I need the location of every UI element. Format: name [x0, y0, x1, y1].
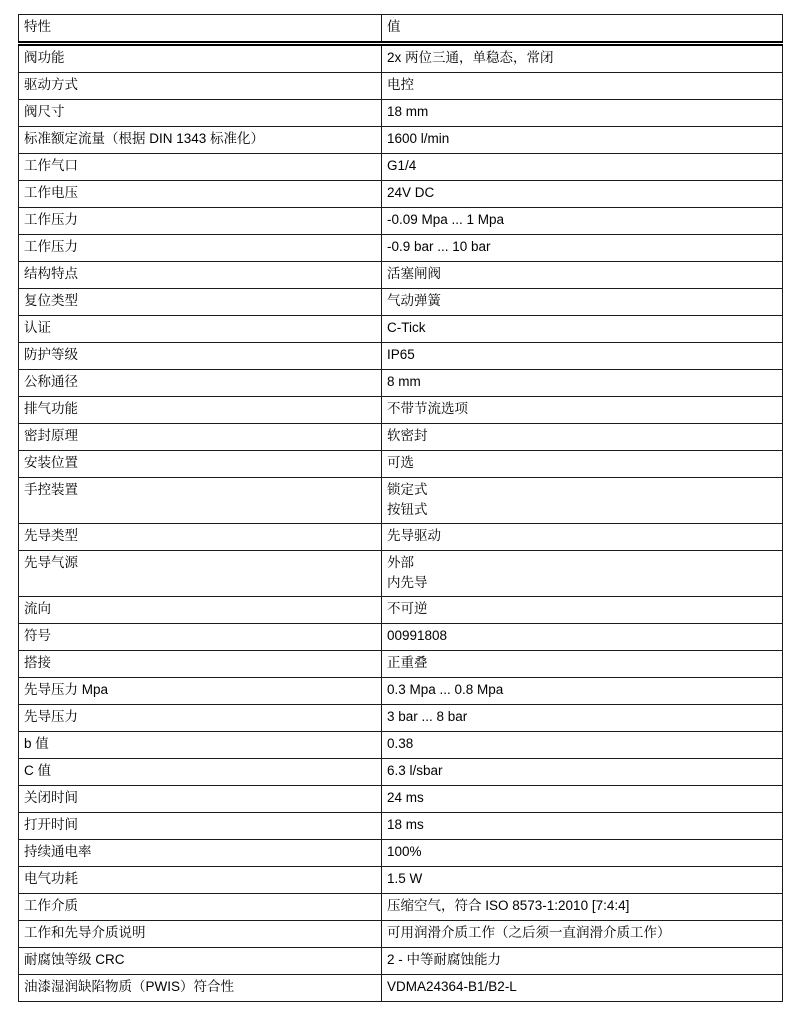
spec-value-line: 1.5 W — [387, 871, 423, 886]
spec-value-line: -0.09 Mpa ... 1 Mpa — [387, 212, 505, 227]
spec-value — [382, 705, 783, 732]
spec-label: 搭接 — [19, 651, 382, 678]
spec-label: 复位类型 — [19, 289, 382, 316]
spec-value-line: VDMA24364-B1/B2-L — [387, 979, 517, 994]
spec-table — [18, 14, 783, 1002]
table-row — [19, 921, 783, 948]
table-row — [19, 370, 783, 397]
table-row — [19, 705, 783, 732]
table-row — [19, 127, 783, 154]
spec-label: 工作压力 — [19, 235, 382, 262]
spec-label: 工作介质 — [19, 894, 382, 921]
spec-value-line: G1/4 — [387, 158, 417, 173]
spec-label: 符号 — [19, 624, 382, 651]
table-row — [19, 235, 783, 262]
spec-value — [382, 316, 783, 343]
spec-value — [382, 651, 783, 678]
spec-value — [382, 397, 783, 424]
spec-value-line: 6.3 l/sbar — [387, 763, 443, 778]
spec-label: 先导类型 — [19, 524, 382, 551]
spec-value-line: 不带节流选项 — [387, 401, 468, 416]
spec-value-line: 0.38 — [387, 736, 414, 751]
header-cell-value: 值 — [382, 15, 783, 44]
table-row — [19, 840, 783, 867]
spec-value — [382, 597, 783, 624]
spec-value-line: 不可逆 — [387, 601, 428, 616]
spec-value — [382, 786, 783, 813]
table-row — [19, 975, 783, 1002]
spec-label: 持续通电率 — [19, 840, 382, 867]
spec-label: 标准额定流量（根据 DIN 1343 标准化） — [19, 127, 382, 154]
spec-label: 关闭时间 — [19, 786, 382, 813]
table-row — [19, 867, 783, 894]
spec-value — [382, 343, 783, 370]
spec-label: 安装位置 — [19, 451, 382, 478]
spec-value-line: 3 bar ... 8 bar — [387, 709, 468, 724]
spec-label: 流向 — [19, 597, 382, 624]
spec-value — [382, 948, 783, 975]
spec-value-line: 活塞闸阀 — [387, 266, 441, 281]
table-row — [19, 894, 783, 921]
spec-value-line: 锁定式 — [387, 482, 428, 497]
table-row — [19, 551, 783, 597]
table-row — [19, 343, 783, 370]
spec-value-line: 8 mm — [387, 374, 421, 389]
spec-label: 排气功能 — [19, 397, 382, 424]
spec-value — [382, 44, 783, 73]
table-row — [19, 524, 783, 551]
table-row — [19, 478, 783, 524]
spec-value — [382, 894, 783, 921]
table-row — [19, 786, 783, 813]
spec-value-line: 外部 — [387, 555, 414, 570]
header-cell-characteristic: 特性 — [19, 15, 382, 44]
table-row — [19, 208, 783, 235]
spec-value-line: 24V DC — [387, 185, 435, 200]
table-row — [19, 44, 783, 73]
table-body — [19, 44, 783, 1002]
spec-value — [382, 867, 783, 894]
spec-value-line: 按钮式 — [387, 502, 428, 517]
spec-label: 油漆湿润缺陷物质（PWIS）符合性 — [19, 975, 382, 1002]
spec-label: 阀功能 — [19, 44, 382, 73]
spec-label: 工作和先导介质说明 — [19, 921, 382, 948]
spec-value-line: 18 mm — [387, 104, 429, 119]
spec-value — [382, 840, 783, 867]
spec-label: 手控装置 — [19, 478, 382, 524]
table-row — [19, 289, 783, 316]
header-row — [19, 15, 783, 44]
spec-value-line: 18 ms — [387, 817, 424, 832]
spec-value — [382, 451, 783, 478]
table-row — [19, 424, 783, 451]
table-row — [19, 262, 783, 289]
table-row — [19, 597, 783, 624]
spec-value-line: 1600 l/min — [387, 131, 450, 146]
spec-value — [382, 73, 783, 100]
spec-label: 工作压力 — [19, 208, 382, 235]
spec-value-line: -0.9 bar ... 10 bar — [387, 239, 491, 254]
spec-label: 密封原理 — [19, 424, 382, 451]
spec-label: 电气功耗 — [19, 867, 382, 894]
spec-value — [382, 262, 783, 289]
table-row — [19, 759, 783, 786]
spec-value — [382, 154, 783, 181]
spec-label: 阀尺寸 — [19, 100, 382, 127]
spec-value — [382, 424, 783, 451]
spec-value-line: 正重叠 — [387, 655, 428, 670]
spec-label: 工作电压 — [19, 181, 382, 208]
spec-value — [382, 921, 783, 948]
spec-value-line: C-Tick — [387, 320, 426, 335]
table-header — [19, 15, 783, 44]
table-row — [19, 624, 783, 651]
table-row — [19, 154, 783, 181]
spec-value — [382, 732, 783, 759]
spec-label: 先导压力 Mpa — [19, 678, 382, 705]
spec-value-line: 100% — [387, 844, 422, 859]
spec-value — [382, 235, 783, 262]
spec-value-line: 24 ms — [387, 790, 424, 805]
spec-value — [382, 759, 783, 786]
spec-value-line: 00991808 — [387, 628, 448, 643]
table-row — [19, 451, 783, 478]
spec-value — [382, 289, 783, 316]
spec-label: 耐腐蚀等级 CRC — [19, 948, 382, 975]
spec-label: 驱动方式 — [19, 73, 382, 100]
table-row — [19, 813, 783, 840]
spec-value-line: 2 - 中等耐腐蚀能力 — [387, 952, 502, 967]
table-row — [19, 397, 783, 424]
table-row — [19, 100, 783, 127]
table-row — [19, 73, 783, 100]
spec-value-line: 可选 — [387, 455, 414, 470]
spec-value-line: 先导驱动 — [387, 528, 441, 543]
spec-value — [382, 624, 783, 651]
spec-value-line: 压缩空气，符合 ISO 8573-1:2010 [7:4:4] — [387, 898, 630, 913]
spec-label: b 值 — [19, 732, 382, 759]
spec-value-line: 可用润滑介质工作（之后须一直润滑介质工作） — [387, 925, 671, 940]
spec-value — [382, 208, 783, 235]
spec-label: C 值 — [19, 759, 382, 786]
spec-value — [382, 370, 783, 397]
spec-value-line: 电控 — [387, 77, 414, 92]
spec-value — [382, 975, 783, 1002]
spec-label: 工作气口 — [19, 154, 382, 181]
spec-label: 公称通径 — [19, 370, 382, 397]
spec-value-line: 内先导 — [387, 575, 428, 590]
table-row — [19, 651, 783, 678]
spec-value-line: 气动弹簧 — [387, 293, 441, 308]
spec-value — [382, 127, 783, 154]
table-row — [19, 732, 783, 759]
spec-value — [382, 524, 783, 551]
table-row — [19, 678, 783, 705]
spec-label: 先导压力 — [19, 705, 382, 732]
spec-label: 认证 — [19, 316, 382, 343]
spec-value — [382, 551, 783, 597]
table-row — [19, 948, 783, 975]
spec-label: 先导气源 — [19, 551, 382, 597]
spec-value — [382, 678, 783, 705]
spec-label: 结构特点 — [19, 262, 382, 289]
spec-value-line: 0.3 Mpa ... 0.8 Mpa — [387, 682, 504, 697]
spec-value-line: IP65 — [387, 347, 415, 362]
table-row — [19, 181, 783, 208]
spec-value — [382, 813, 783, 840]
spec-label: 打开时间 — [19, 813, 382, 840]
table-row — [19, 316, 783, 343]
spec-value — [382, 100, 783, 127]
spec-value — [382, 478, 783, 524]
spec-label: 防护等级 — [19, 343, 382, 370]
spec-value-line: 2x 两位三通，单稳态，常闭 — [387, 50, 554, 65]
spec-value — [382, 181, 783, 208]
spec-value-line: 软密封 — [387, 428, 428, 443]
